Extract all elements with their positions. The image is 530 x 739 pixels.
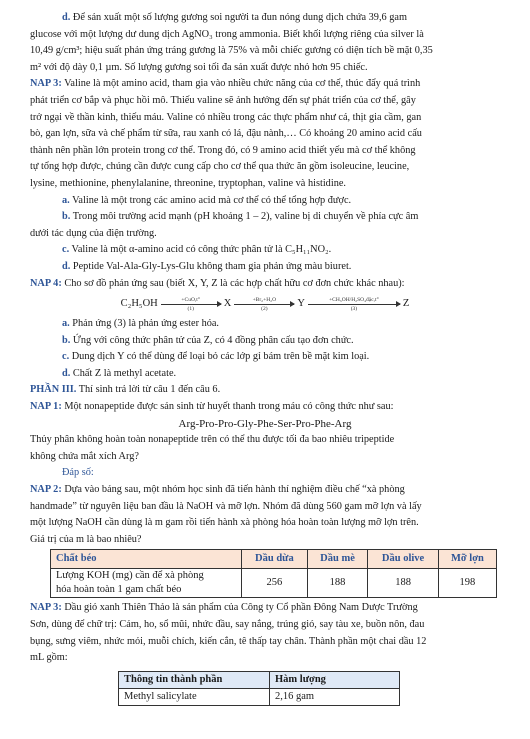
question-nap4 [30,276,500,293]
text-line: bò, gan lợn, sữa và chế phẩm từ sữa, rau xanh có lá, đậu nành,… Có khoảng 20 amino acid cấu [30,128,422,140]
text-line: thành nên phần lớn protein trong cơ thể. Trong đó, có 9 amino acid thiết yếu mà cơ thể không [30,144,416,156]
arrow-step: (2) [261,305,268,312]
table-cell: Methyl salicylate [119,688,270,705]
table-header-cell: Thông tin thành phần [119,671,270,688]
option-label: c. [62,244,70,256]
table-row-label [51,569,242,598]
table-header-cell: Chất béo [51,550,242,569]
option-text: Valine là một α-amino acid có công thức phân tử là C₅H₁₁NO₂. [69,244,332,256]
option-a [30,316,500,333]
option-a [30,193,500,210]
compound-start: C₂H₅OH [120,297,158,309]
text-line: tự tổng hợp được, chúng cần được cung cấp cho cơ thể qua thức ăn gồm isoleucine, leucine, [30,161,410,173]
option-d [30,366,500,383]
arrow-line [234,304,294,305]
option-text: Trong môi trường acid mạnh (pH khoảng 1 – 2), valine bị di chuyển về phía cực âm [70,211,419,223]
text-line: Giá trị của m là bao nhiêu? [30,533,142,545]
table-header-cell: Dầu olive [368,550,439,569]
option-label: a. [62,318,70,330]
text-line: bụng, sưng viêm, nhức mỏi, muỗi chích, kiến cắn, tê thấp tay chân. Thành phần một chai dầu 12 [30,635,427,647]
table-header-row [119,671,400,688]
text-line: handmade” từ nguyên liệu ban đầu là NaOH và mỡ lợn. Nhóm đã dùng 560 gam mỡ lợn và lấy [30,500,422,512]
table-header-row [51,550,497,569]
table-row [51,569,497,598]
reaction-scheme [30,292,500,316]
arrow-condition: +CH₃OH/H₂SO₄đặc,t° [329,296,379,303]
question-label: NAP 2: [30,484,62,496]
arrow-step: (1) [187,305,194,312]
question-nap3-valine [30,76,500,93]
option-text: Peptide Val-Ala-Gly-Lys-Glu không tham gia phản ứng màu biuret. [70,260,352,272]
table-header-cell: Hàm lượng [270,671,400,688]
reaction-arrow-1 [161,297,221,312]
arrow-line [161,304,221,305]
compound-y: Y [297,297,305,309]
option-text: Valine là một trong các amino acid mà cơ thể có thể tổng hợp được. [69,194,352,206]
option-label: b. [62,334,71,346]
text-line: 10,49 g/cm³; hiệu suất phản ứng tráng gương là 75% và mỗi chiếc gương có diện tích bề mặt 0,35 [30,45,433,57]
compound-x: X [223,297,232,309]
row-label-line: Lượng KOH (mg) cần để xà phòng [56,570,204,582]
arrow-step: (3) [350,305,358,312]
option-label: b. [62,211,71,223]
table-row [119,688,400,705]
option-text: Dung dịch Y có thể dùng để loại bỏ các lớp gỉ bám trên bề mặt kim loại. [69,351,370,363]
peptide-sequence: Arg-Pro-Pro-Gly-Phe-Ser-Pro-Phe-Arg [178,417,352,430]
answer-label: Đáp số: [62,467,94,479]
table-header-cell: Dầu mè [307,550,368,569]
table-cell: 256 [242,569,308,598]
text-line: không chứa mắt xích Arg? [30,450,139,462]
option-d [30,259,500,276]
text-line: Dầu gió xanh Thiên Thảo là sản phẩm của Công ty Cổ phần Đông Nam Dược Trường [61,602,418,614]
question-label: NAP 4: [30,277,62,289]
question-nap1 [30,399,500,416]
text-line: trở ngại về thần kinh, thiếu máu. Valine có nhiều trong các thực phẩm như cá, thịt gia cầm, gan [30,111,422,123]
text-line: Sơn, dùng để chữ trị: Cảm, ho, sổ mũi, nhức đầu, say nắng, trúng gió, say tàu xe, buồn nôn, đau [30,619,425,630]
question-label: NAP 3: [30,602,62,614]
table-cell: 188 [307,569,368,598]
section-heading-part3 [30,382,500,399]
question-nap3-oil [30,600,500,617]
arrow-line [308,304,400,305]
composition-table [118,671,400,706]
text-line: phát triển cơ bắp và phục hồi mô. Thiếu valine sẽ ảnh hưởng đến sự phát triển của cơ thể, gây [30,94,416,106]
option-label: a. [62,194,70,206]
reaction-arrow-3 [308,297,400,312]
text-line: Một nonapeptide được sản sinh từ huyết thanh trong máu có công thức như sau: [61,401,394,413]
text-line: Để sản xuất một số lượng gương soi người ta đun nóng dung dịch chứa 39,6 gam [72,12,407,23]
text-line: m² với độ dày 0,1 µm. Số lượng gương soi tối đa sản xuất được nhỏ hơn 95 chiếc. [30,61,368,73]
text-line: Thủy phân không hoàn toàn nonapeptide trên có thể thu được tối đa bao nhiêu tripeptide [30,434,395,446]
item-label: d. [62,12,71,23]
text-line: Valine là một amino acid, tham gia vào nhiều chức năng của cơ thể, thúc đẩy quá trình [61,78,421,90]
option-text: Chất Z là methyl acetate. [70,367,177,379]
option-b [30,209,500,226]
option-text: Ứng với công thức phân tử của Z, có 4 đồng phân cấu tạo đơn chức. [70,334,354,346]
table-cell: 2,16 gam [270,688,400,705]
text-line: mL gồm: [30,652,68,664]
table-cell: 188 [368,569,439,598]
option-label: d. [62,260,71,272]
text-line: dưới tác dụng của điện trường. [30,227,157,239]
section-label: PHẦN III. [30,384,77,396]
option-label: d. [62,367,71,379]
table-header-cell: Mỡ lợn [438,550,496,569]
text-line: glucose với một lượng dư dung dịch AgNO₃ trong ammonia. Biết khối lượng riêng của silver là [30,28,424,40]
section-text: Thí sinh trả lời từ câu 1 đến câu 6. [76,384,221,396]
text-line: Cho sơ đồ phản ứng sau (biết X, Y, Z là các hợp chất hữu cơ đơn chức khác nhau): [61,277,405,289]
table-cell: 198 [438,569,496,598]
compound-z: Z [402,297,410,309]
row-label-line: hóa hoàn toàn 1 gam chất béo [56,584,182,596]
question-label: NAP 3: [30,78,62,90]
text-line: Dựa vào bảng sau, một nhóm học sinh đã tiến hành thí nghiệm điều chế “xà phòng [61,484,405,496]
text-line: một lượng NaOH cần dùng là m gam rồi tiến hành xà phòng hóa hoàn toàn lượng mỡ lợn trên. [30,517,419,529]
reaction-arrow-2 [234,297,294,312]
option-label: c. [62,351,70,363]
arrow-condition: +Br₂+H₂O [252,296,277,303]
option-c [30,242,500,259]
question-label: NAP 1: [30,401,62,413]
option-text: Phản ứng (3) là phản ứng ester hóa. [69,318,220,330]
text-line: lysine, methionine, phenylalanine, threonine, tryptophan, valine và histidine. [30,177,346,189]
table-header-cell: Dầu dừa [242,550,308,569]
option-b [30,333,500,350]
question-nap2 [30,482,500,499]
option-c [30,349,500,366]
arrow-condition: +CuO,t° [181,296,201,303]
paragraph-prev-d [30,10,500,27]
fat-koh-table [50,549,497,598]
